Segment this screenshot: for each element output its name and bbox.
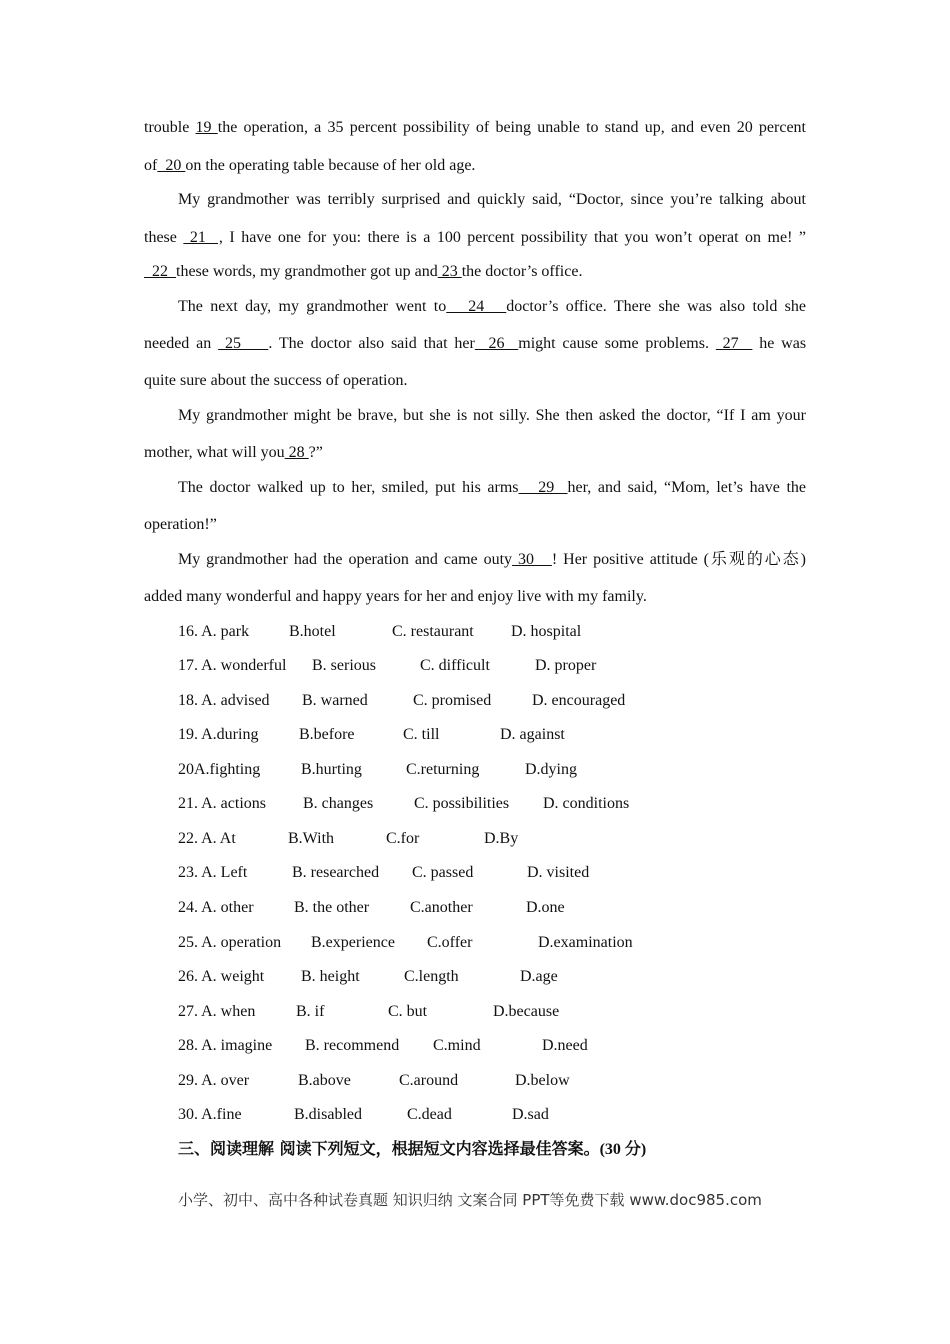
passage-line-6: [178, 297, 806, 317]
option-27-d: D.because: [493, 1003, 560, 1020]
option-18-d: D. encouraged: [532, 692, 626, 709]
option-row-30: [178, 1105, 778, 1125]
passage-text: I have one for you: there is a 100 percent possibility that you won’t operat on me! ”: [222, 229, 807, 246]
passage-text: the operation, a 35 percent possibility of being unable to stand up, and even 20 percent: [217, 119, 806, 136]
passage-text: of: [144, 157, 158, 174]
section-heading: [178, 1139, 646, 1160]
option-25-b: B.experience: [311, 934, 395, 951]
passage-text: operation!”: [144, 516, 217, 533]
blank-29: 29: [518, 479, 568, 496]
passage-text: these: [144, 229, 184, 246]
option-24-b: B. the other: [294, 899, 370, 916]
passage-text: her, and said, “Mom, let’s have the: [567, 479, 806, 496]
blank-21: 21 ,: [183, 229, 223, 246]
option-row-18: [178, 691, 778, 711]
option-21-d: D. conditions: [543, 795, 630, 812]
option-18-a: 18. A. advised: [178, 692, 270, 709]
option-29-b: B.above: [298, 1072, 351, 1089]
passage-text: needed an: [144, 335, 219, 352]
option-row-20: [178, 760, 778, 780]
passage-line-4: [144, 228, 806, 248]
passage-text: . The doctor also said that her: [268, 335, 475, 352]
section-points: (30 分): [599, 1141, 647, 1158]
option-19-a: 19. A.during: [178, 726, 259, 743]
option-21-b: B. changes: [303, 795, 374, 812]
option-26-b: B. height: [301, 968, 360, 985]
option-30-a: 30. A.fine: [178, 1106, 242, 1123]
option-29-c: C.around: [399, 1072, 459, 1089]
blank-20: 20: [157, 157, 186, 174]
passage-line-11: [178, 478, 806, 498]
option-22-a: 22. A. At: [178, 830, 236, 847]
option-25-d: D.examination: [538, 934, 633, 951]
blank-19: 19: [195, 119, 218, 136]
option-30-c: C.dead: [407, 1106, 452, 1123]
option-22-b: B.With: [288, 830, 335, 847]
passage-line-3: [178, 190, 806, 210]
passage-line-9: [178, 406, 806, 426]
option-29-a: 29. A. over: [178, 1072, 250, 1089]
option-row-29: [178, 1071, 778, 1091]
passage-text: My grandmother was terribly surprised and quickly said, “Doctor, since you’re talking about: [178, 191, 806, 208]
option-20-c: C.returning: [406, 761, 480, 778]
blank-26: 26: [474, 335, 519, 352]
option-row-27: [178, 1002, 778, 1022]
option-29-d: D.below: [515, 1072, 570, 1089]
option-16-a: 16. A. park: [178, 623, 250, 640]
option-row-26: [178, 967, 778, 987]
option-row-22: [178, 829, 778, 849]
passage-text: ?”: [308, 444, 323, 461]
option-28-b: B. recommend: [305, 1037, 400, 1054]
option-20-b: B.hurting: [301, 761, 362, 778]
option-row-25: [178, 933, 778, 953]
option-20-a: 20A.fighting: [178, 761, 261, 778]
option-16-d: D. hospital: [511, 623, 582, 640]
option-28-a: 28. A. imagine: [178, 1037, 273, 1054]
option-28-c: C.mind: [433, 1037, 481, 1054]
option-28-d: D.need: [542, 1037, 588, 1054]
option-23-c: C. passed: [412, 864, 474, 881]
option-row-21: [178, 794, 778, 814]
passage-line-8: [144, 371, 806, 391]
option-row-16: [178, 622, 778, 642]
passage-text: quite sure about the success of operation.: [144, 372, 408, 389]
passage-text: might cause some problems.: [518, 335, 716, 352]
blank-25: 25: [218, 335, 269, 352]
passage-line-2: [144, 156, 806, 176]
blank-27: 27: [715, 335, 753, 352]
passage-text: the doctor’s office.: [461, 263, 583, 280]
passage-line-14: [144, 587, 806, 607]
passage-text: trouble: [144, 119, 196, 136]
option-22-d: D.By: [484, 830, 519, 847]
option-25-a: 25. A. operation: [178, 934, 282, 951]
passage-text: he was: [752, 335, 807, 352]
option-18-b: B. warned: [302, 692, 368, 709]
option-23-b: B. researched: [292, 864, 380, 881]
passage-line-10: [144, 443, 806, 463]
option-row-23: [178, 863, 778, 883]
passage-text: on the operating table because of her old age.: [185, 157, 476, 174]
option-21-c: C. possibilities: [414, 795, 510, 812]
blank-28: 28: [284, 444, 309, 461]
option-19-d: D. against: [500, 726, 565, 743]
option-row-17: [178, 656, 778, 676]
passage-text: these words, my grandmother got up and: [176, 263, 438, 280]
option-20-d: D.dying: [525, 761, 577, 778]
blank-30: 30: [512, 551, 552, 568]
option-26-d: D.age: [520, 968, 558, 985]
option-30-b: B.disabled: [294, 1106, 362, 1123]
passage-text: My grandmother had the operation and came outy: [178, 551, 513, 568]
passage-line-1: [144, 118, 806, 138]
option-row-24: [178, 898, 778, 918]
option-17-a: 17. A. wonderful: [178, 657, 287, 674]
passage-text: mother, what will you: [144, 444, 285, 461]
option-row-19: [178, 725, 778, 745]
blank-23: 23: [437, 263, 462, 280]
option-18-c: C. promised: [413, 692, 492, 709]
passage-line-12: [144, 515, 806, 535]
passage-line-5: [144, 262, 806, 282]
passage-text: added many wonderful and happy years for her and enjoy live with my family.: [144, 588, 647, 605]
option-24-d: D.one: [526, 899, 565, 916]
option-27-b: B. if: [296, 1003, 325, 1020]
section-heading-text: 三、阅读理解 阅读下列短文，根据短文内容选择最佳答案。: [178, 1139, 600, 1158]
option-26-a: 26. A. weight: [178, 968, 265, 985]
passage-text: The doctor walked up to her, smiled, put his arms: [178, 479, 519, 496]
option-30-d: D.sad: [512, 1106, 549, 1123]
option-25-c: C.offer: [427, 934, 473, 951]
passage-line-13: [178, 550, 806, 570]
option-19-c: C. till: [403, 726, 440, 743]
blank-24: 24: [446, 298, 507, 315]
footer-text: 小学、初中、高中各种试卷真题 知识归纳 文案合同 PPT等免费下载 www.doc985.com: [178, 1191, 762, 1209]
option-21-a: 21. A. actions: [178, 795, 266, 812]
option-23-d: D. visited: [527, 864, 590, 881]
blank-22: 22: [144, 263, 176, 280]
option-27-c: C. but: [388, 1003, 428, 1020]
option-24-c: C.another: [410, 899, 473, 916]
option-23-a: 23. A. Left: [178, 864, 248, 881]
option-row-28: [178, 1036, 778, 1056]
option-17-b: B. serious: [312, 657, 376, 674]
option-17-c: C. difficult: [420, 657, 490, 674]
passage-text: The next day, my grandmother went to: [178, 298, 447, 315]
option-27-a: 27. A. when: [178, 1003, 256, 1020]
option-22-c: C.for: [386, 830, 420, 847]
option-16-b: B.hotel: [289, 623, 336, 640]
option-19-b: B.before: [299, 726, 355, 743]
passage-text: My grandmother might be brave, but she is not silly. She then asked the doctor, “If I am your: [178, 407, 806, 424]
passage-text: doctor’s office. There she was also told she: [506, 298, 807, 315]
option-16-c: C. restaurant: [392, 623, 474, 640]
passage-line-7: [144, 334, 806, 354]
option-26-c: C.length: [404, 968, 459, 985]
option-24-a: 24. A. other: [178, 899, 254, 916]
passage-text: ! Her positive attitude (乐观的心态): [551, 551, 807, 568]
option-17-d: D. proper: [535, 657, 597, 674]
